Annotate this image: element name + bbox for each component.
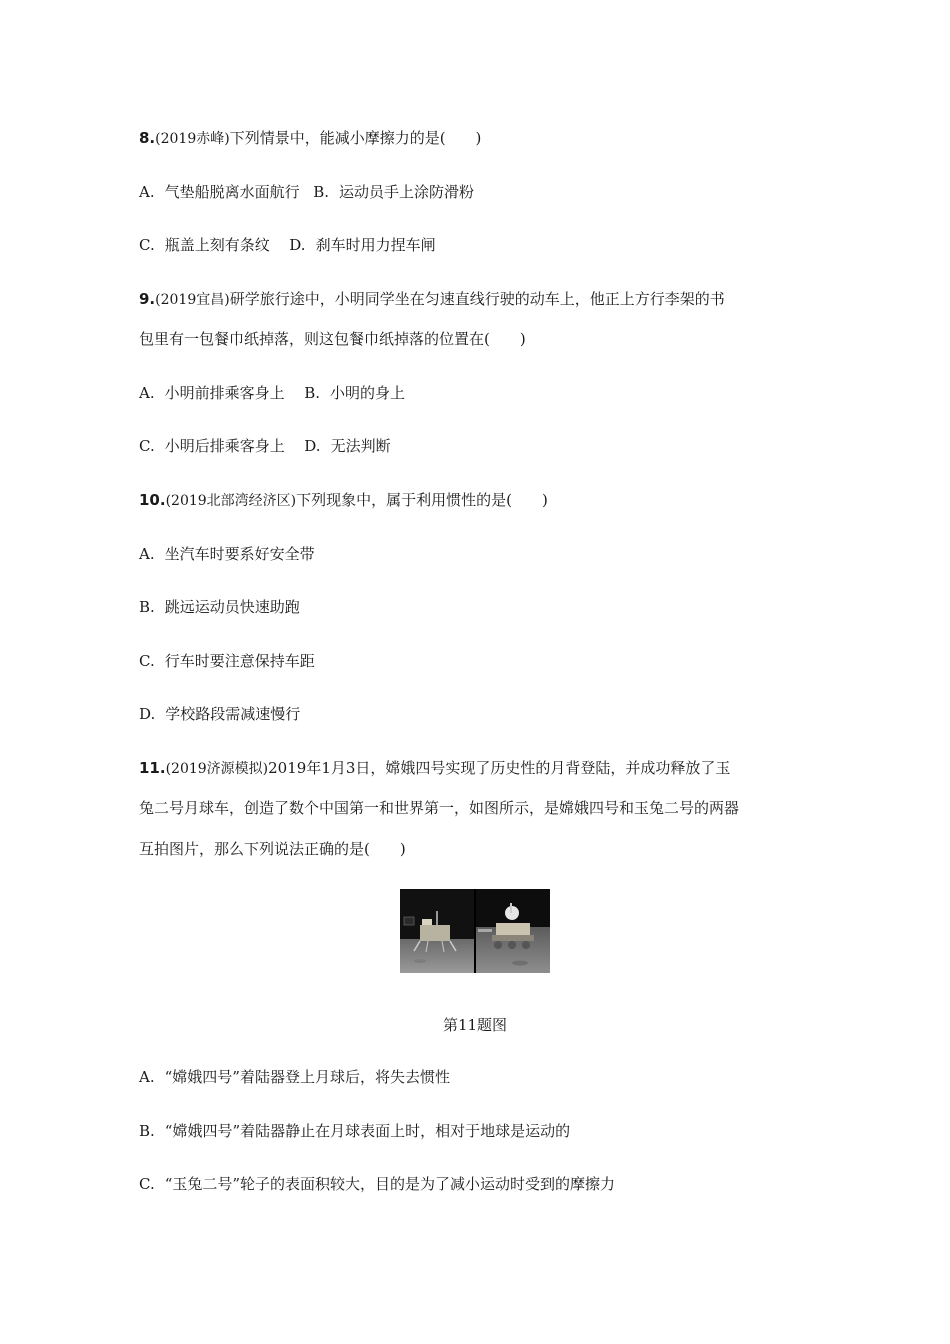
question-source: (2019北部湾经济区) [165,493,297,509]
question-9-stem [139,289,725,310]
option-letter: C. [139,437,155,455]
option-letter: D. [289,236,306,254]
question-number: 9. [139,290,156,308]
option-letter: D. [304,437,321,455]
option-letter: A. [139,545,155,563]
question-11-stem-continued-2 [139,839,406,859]
question-text: 互拍图片，那么下列说法正确的是( ) [139,840,406,858]
option-letter: A. [139,183,155,201]
option-text: 气垫船脱离水面航行 [164,183,300,201]
option-letter: C. [139,652,155,670]
figure-caption: 第11题图 [442,1016,508,1034]
question-9-options-row-1 [139,383,405,403]
option-text: 跳远运动员快速助跑 [164,598,300,616]
question-text: 兔二号月球车，创造了数个中国第一和世界第一，如图所示，是嫦娥四号和玉兔二号的两器 [139,799,740,817]
question-source: (2019宜昌) [155,292,230,308]
question-11-option-c [139,1174,615,1194]
option-letter: B. [139,598,155,616]
lunar-photo-figure [400,889,550,973]
question-text: 下列情景中，能减小摩擦力的是( ) [229,129,482,147]
question-8-stem [139,128,481,149]
option-text: 刹车时用力捏车闸 [315,236,436,254]
question-10-stem [139,490,548,511]
option-text: 坐汽车时要系好安全带 [164,545,315,563]
option-letter: C. [139,1175,155,1193]
option-letter: B. [313,183,329,201]
option-letter: D. [139,705,156,723]
question-10-option-a [139,544,315,564]
option-letter: B. [139,1122,155,1140]
question-number: 11. [139,759,166,777]
option-text: 无法判断 [330,437,391,455]
question-text: 2019年1月3日，嫦娥四号实现了历史性的月背登陆，并成功释放了玉 [268,759,731,777]
question-9-options-row-2 [139,436,391,456]
question-number: 10. [139,491,166,509]
option-letter: B. [304,384,320,402]
question-text: 包里有一包餐巾纸掉落，则这包餐巾纸掉落的位置在( ) [139,330,526,348]
question-10-option-d [139,704,300,724]
question-9-stem-continued [139,329,526,349]
lunar-photo-image [400,889,550,973]
option-text: 学校路段需减速慢行 [165,705,301,723]
option-letter: A. [139,384,155,402]
question-8-options-row-1 [139,182,474,202]
question-11-stem [139,758,730,779]
question-text: 研学旅行途中，小明同学坐在匀速直线行驶的动车上，他正上方行李架的书 [229,290,725,308]
question-10-option-c [139,651,315,671]
question-11-option-b [139,1121,570,1141]
option-letter: A. [139,1068,155,1086]
option-text: “嫦娥四号”着陆器静止在月球表面上时，相对于地球是运动的 [164,1122,571,1140]
option-text: 行车时要注意保持车距 [164,652,315,670]
option-text: 小明的身上 [329,384,405,402]
question-11-stem-continued-1 [139,798,739,818]
option-text: 小明前排乘客身上 [164,384,285,402]
question-10-option-b [139,597,300,617]
question-number: 8. [139,129,156,147]
question-source: (2019赤峰) [155,131,230,147]
option-letter: C. [139,236,155,254]
question-8-options-row-2 [139,235,436,255]
option-text: 瓶盖上刻有条纹 [164,236,270,254]
option-text: “嫦娥四号”着陆器登上月球后，将失去惯性 [164,1068,450,1086]
question-11-option-a [139,1067,450,1087]
option-text: “玉兔二号”轮子的表面积较大，目的是为了减小运动时受到的摩擦力 [164,1175,616,1193]
question-source: (2019济源模拟) [165,761,269,777]
option-text: 小明后排乘客身上 [164,437,285,455]
question-text: 下列现象中，属于利用惯性的是( ) [296,491,548,509]
option-text: 运动员手上涂防滑粉 [338,183,474,201]
